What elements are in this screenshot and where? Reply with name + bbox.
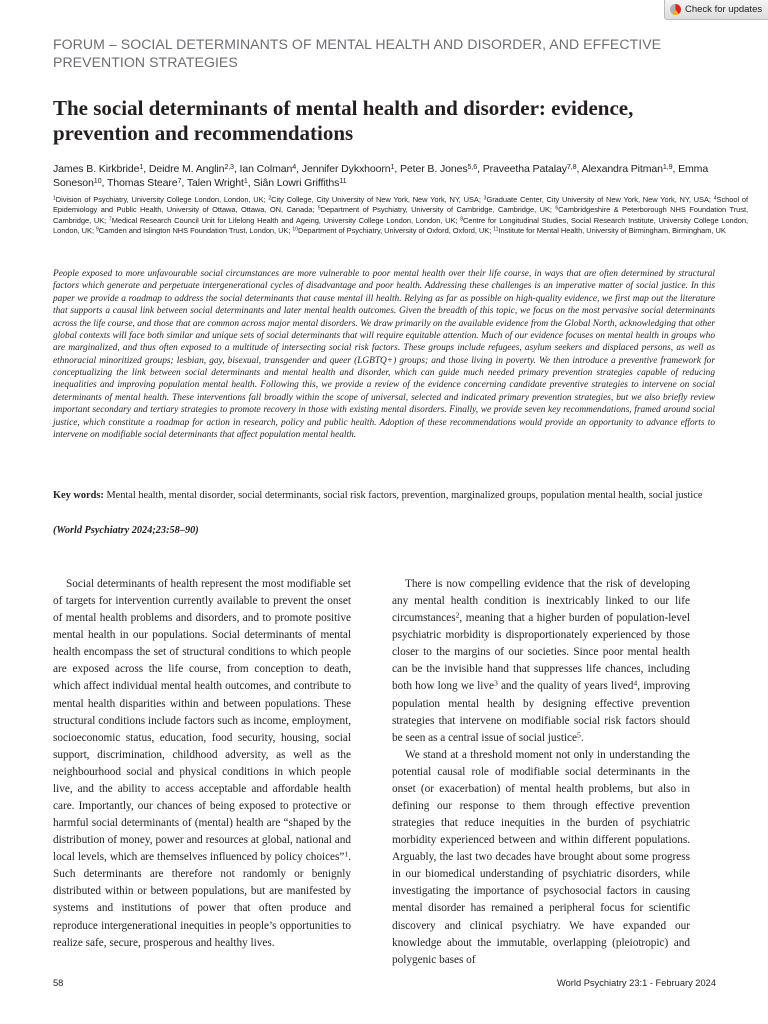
affiliation-number: 9	[96, 226, 99, 233]
footer-journal-name: World Psychiatry	[557, 978, 627, 988]
affiliation-number: 7	[108, 216, 112, 223]
body-column-left	[53, 576, 351, 952]
check-for-updates-button[interactable]	[664, 0, 768, 20]
author-name: Jennifer Dykxhoorn	[301, 163, 391, 175]
body-text: , meaning that a higher burden of population-level psychiatric morbidity is disproportionately experienced by those closer to the margins of our societies. Since poor mental health can be the invisible hand that suppresses life chances, including both how long we live	[392, 612, 690, 693]
author-affiliation-number: 10	[93, 176, 102, 185]
author-name: Siân Lowri Griffiths	[253, 177, 340, 190]
body-paragraph	[392, 747, 690, 969]
author	[582, 163, 673, 175]
author-name: Peter B. Jones	[400, 163, 468, 175]
reference-number: 4	[633, 679, 638, 689]
body-paragraph	[53, 576, 351, 952]
abstract: People exposed to more unfavourable social circumstances are more vulnerable to poor mental health over their life course, in ways that are often determined by structural factors which generate and perpetuate intergenerational cycles of disadvantage and poor health. Addressing these challenges is an imperative matter of social justice. In this paper we provide a roadmap to address the social determinants that cause mental ill health. Relying as far as possible on high-quality evidence, we first map out the literature that supports a causal link between social determinants and later mental health outcomes. Given the breadth of this topic, we focus on the most pervasive social determinants across the life course, and those that are common across major mental disorders. We draw primarily on the available evidence from the Global North, acknowledging that other global contexts will face both similar and unique sets of social determinants that will require equitable attention. Much of our evidence focuses on mental health in groups who are marginalized, and thus often exposed to a multitude of intersecting social risk factors. These groups include refugees, asylum seekers and displaced persons, as well as ethnoracial minoritized groups; lesbian, gay, bisexual, transgender and queer (LGBTQ+) groups; and those living in poverty. We then introduce a preventive framework for conceptualizing the link between social determinants and mental health and disorder, which can guide much needed primary prevention strategies capable of reducing inequalities and improving population mental health. Following this, we provide a review of the evidence concerning candidate preventive strategies to intervene on social determinants of mental health. These interventions fall broadly within the scope of universal, selected and indicated primary prevention strategies, but we also briefly review important secondary and tertiary strategies to promote recovery in those with existing mental disorders. Finally, we provide seven key recommendations, framed around social justice, which constitute a roadmap for action in research, policy and public health. Adoption of these recommendations would provide an opportunity to advance efforts to intervene on modifiable social determinants that affect population mental health.	[53, 269, 715, 440]
author	[400, 163, 477, 175]
affiliation-text: City College, City University of New York, New York, NY, USA;	[271, 195, 484, 204]
keywords-text: Mental health, mental disorder, social determinants, social risk factors, prevention, marginalized groups, population mental health, social justice	[103, 490, 703, 501]
affiliation-number: 2	[268, 195, 272, 202]
reference-number: 3	[493, 679, 498, 689]
section-heading: FORUM – SOCIAL DETERMINANTS OF MENTAL HEALTH AND DISORDER, AND EFFECTIVE PREVENTION STRATEGIES	[53, 36, 662, 70]
author-affiliation-number: 2,3	[224, 162, 234, 171]
reference-number: 1	[344, 849, 349, 859]
author	[253, 177, 346, 189]
author	[302, 163, 395, 175]
author-affiliation-number: 7	[177, 176, 182, 185]
affiliation-number: 6	[555, 206, 559, 213]
author-name: James B. Kirkbride	[53, 163, 140, 175]
crossmark-icon	[670, 4, 681, 15]
reference-number: 5	[577, 730, 581, 740]
journal-citation: (World Psychiatry 2024;23:58–90)	[53, 525, 199, 536]
author-affiliation-number: 1,9	[662, 162, 673, 171]
body-text: and the quality of years lived	[497, 680, 634, 693]
author-affiliation-number: 11	[339, 176, 347, 185]
affiliation-number: 1	[53, 195, 56, 202]
affiliation-text: Department of Psychiatry, University of Cambridge, Cambridge, UK;	[320, 205, 556, 215]
author-name: Talen Wright	[186, 177, 244, 190]
author	[107, 177, 181, 189]
affiliation-text: Division of Psychiatry, University College London, London, UK;	[55, 195, 269, 204]
author-affiliation-number: 1	[390, 162, 395, 171]
body-text: . Such determinants are therefore not randomly or benignly distributed within or between populations, but are manifested by systems and institutions of power that often produce and reproduce intergenerational inequities in people’s opportunities to realize safe, secure, prosperous and healthy lives.	[53, 851, 351, 949]
affiliation-number: 10	[292, 226, 298, 233]
author-name: Emma Soneson	[53, 163, 709, 190]
author-name: Alexandra Pitman	[581, 163, 663, 175]
author	[187, 177, 248, 189]
affiliation-text: Department of Psychiatry, University of Oxford, Oxford, UK;	[297, 226, 494, 236]
page-number: 58	[53, 978, 64, 988]
author-name: Ian Colman	[239, 163, 293, 175]
affiliation-text: Cambridgeshire & Peterborough NHS Foundation Trust, Cambridge, UK;	[53, 205, 748, 225]
author-name: Deidre M. Anglin	[148, 163, 225, 175]
body-paragraph	[392, 576, 690, 747]
article-title: The social determinants of mental health and disorder: evidence, prevention and recommendations	[53, 96, 634, 145]
author-affiliation-number: 1	[139, 162, 144, 171]
affiliation-number: 3	[483, 195, 487, 202]
affiliation-text: School of Epidemiology and Public Health, University of Ottawa, Ottawa, ON, Canada;	[53, 195, 748, 215]
affiliation-number: 5	[317, 206, 321, 213]
body-text: , improving population mental health by designing effective prevention strategies that intervene on modifiable social risk factors should be seen as a central issue of social justice	[392, 680, 691, 744]
author-affiliation-number: 4	[292, 162, 297, 171]
check-for-updates-label: Check for updates	[685, 4, 763, 15]
body-text: Social determinants of health represent the most modifiable set of targets for intervention currently available to prevent the onset of mental health problems and disorders, and to promote positive mental health in our populations. Social determinants of mental health encompass the set of structural conditions to which people are exposed across the life course, from conception to death, which affect individual mental health outcomes, and contribute to mental health disparities within and between populations. These structural conditions include factors such as income, employment, socioeconomic status, education, food security, housing, social support, discrimination, childhood adversity, as well as the neighbourhood social and physical conditions in which people live, and the ability to access acceptable and affordable health care. Importantly, our chances of being exposed to protective or harmful social determinants of (mental) health are “shaped by the distribution of money, power and resources at global, national and local levels, which are themselves influenced by policy choices”	[53, 578, 351, 864]
body-column-right	[392, 576, 690, 969]
keywords	[53, 489, 743, 503]
reference-number: 2	[455, 610, 460, 620]
affiliation-text: Centre for Longitudinal Studies, Social Research Institute, University College London, London, UK;	[53, 215, 748, 236]
footer-journal	[557, 978, 716, 988]
author	[149, 163, 234, 175]
author-name: Thomas Steare	[106, 177, 178, 190]
affiliation-number: 8	[460, 216, 463, 223]
affiliations	[53, 195, 748, 237]
footer-issue: 23:1 - February 2024	[629, 978, 716, 988]
author	[53, 163, 143, 175]
author-affiliation-number: 1	[243, 176, 248, 185]
body-text: There is now compelling evidence that the risk of developing any mental health condition is inextricably linked to our life circumstances	[392, 578, 690, 625]
author-affiliation-number: 7,8	[566, 162, 577, 171]
author	[240, 163, 297, 175]
affiliation-number: 4	[713, 195, 717, 202]
affiliation-text: Medical Research Council Unit for Lifelong Health and Ageing, University College London, London, UK;	[111, 215, 461, 225]
body-text: .	[580, 731, 584, 744]
affiliation-text: Institute for Mental Health, University of Birmingham, Birmingham, UK	[498, 226, 726, 236]
affiliation-number: 11	[493, 226, 499, 233]
affiliation-text: Camden and Islington NHS Foundation Trust, London, UK;	[98, 226, 293, 236]
author-affiliation-number: 5,6	[467, 162, 478, 171]
author	[483, 163, 577, 175]
keywords-label: Key words:	[53, 490, 104, 501]
body-text: We stand at a threshold moment not only in understanding the potential causal role of modifiable social determinants in the onset (or exacerbation) of mental health problems, but also in defining our response to them through effective prevention strategies that reduce inequities in the burden of psychiatric morbidity experienced between and within different populations. Arguably, the last two decades have brought about some progress in our biomedical understanding of psychiatric disorders, while investigating the importance of psychosocial factors in causing mental disorder has remained a peripheral focus for scientific discovery and clinical psychiatry. We have expanded our knowledge about the immutable, overlapping (pleiotropic) and polygenic bases of	[392, 748, 690, 966]
affiliation-text: Graduate Center, City University of New York, New York, NY, USA;	[486, 195, 714, 204]
author-name: Praveetha Patalay	[482, 163, 567, 175]
author-list: James B. Kirkbride$^1$, Deidre M. Anglin$^{2,3}$, Ian Colman$^4$, Jennifer Dykxhoorn$^1$, Peter B. Jones$^{5,6}$, Praveetha Patalay$^{7,8}$, Alexandra Pitman$^{1,9}$, Emma Soneson$^{10}$, Thomas Steare$^7$, Talen Wright$^1$, Siân Lowri Griffiths$^{11}$	[53, 162, 709, 190]
